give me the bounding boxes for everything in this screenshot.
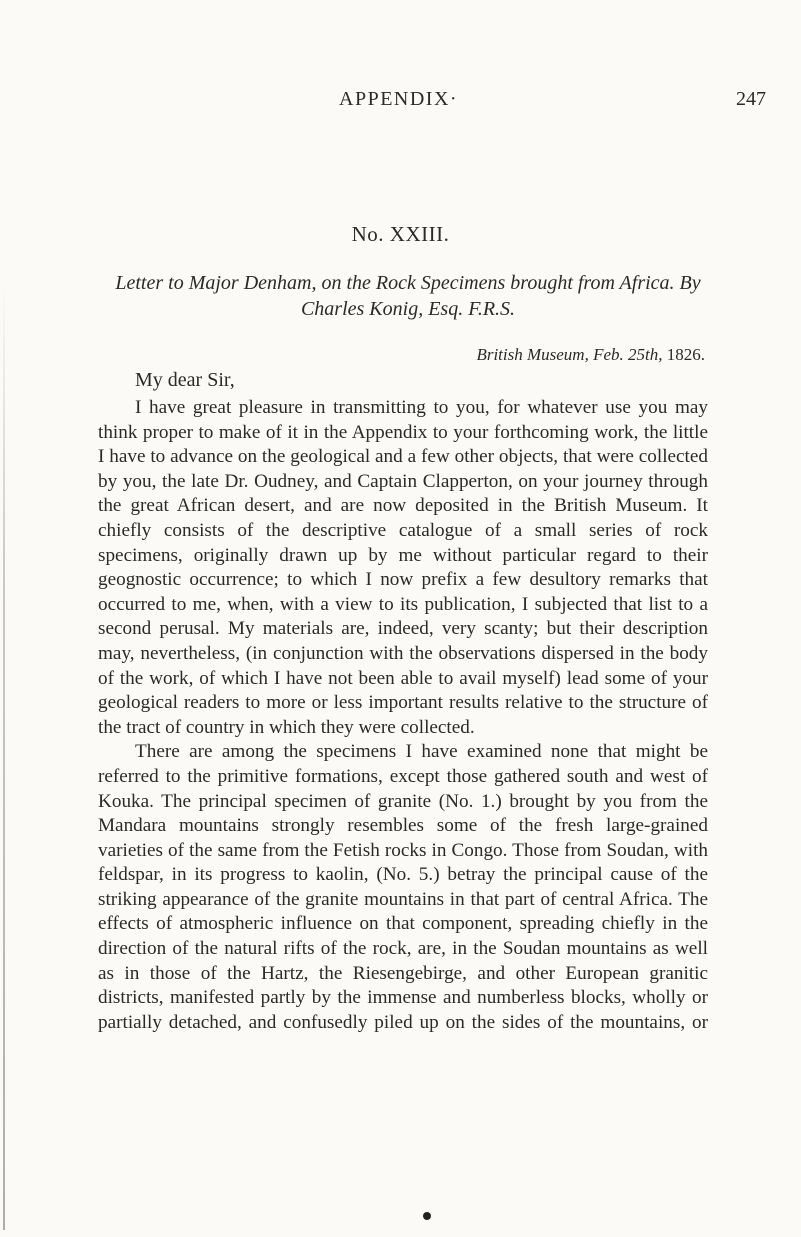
article-title-line-2: Charles Konig, Esq. F.R.S. bbox=[300, 298, 516, 320]
binding-gutter-shadow bbox=[3, 280, 5, 1230]
running-head bbox=[0, 88, 801, 118]
running-title: APPENDIX· bbox=[339, 88, 459, 110]
section-number: No. XXIII. bbox=[351, 222, 450, 246]
letter-body bbox=[98, 396, 708, 1035]
salutation: My dear Sir, bbox=[135, 369, 235, 391]
ink-spot bbox=[423, 1212, 431, 1220]
dateline bbox=[0, 345, 705, 365]
paragraph: I have great pleasure in transmitting to you, for whatever use you may think proper to make of it in the Appendix to your forthcoming work, the little I have to advance on the geological and a few other objects, that were collected by you, the late Dr. Oudney, and Captain Clapperton, on your journey through the great African desert, and are now deposited in the British Museum. It chiefly consists of the descriptive catalogue of a small series of rock specimens, originally drawn up by me without particular regard to their geognostic occurrence; to which I now prefix a few desultory remarks that occurred to me, when, with a view to its publication, I subjected that list to a second perusal. My materials are, indeed, very scanty; but their description may, nevertheless, (in conjunction with the observations dispersed in the body of the work, of which I have not been able to avail myself) lead some of your geological readers to more or less important results relative to the structure of the tract of country in which they were collected. bbox=[98, 397, 708, 738]
article-title-line-1: Letter to Major Denham, on the Rock Specimens brought from Africa. By bbox=[115, 272, 701, 294]
dateline-place-date: British Museum, Feb. 25th, bbox=[476, 345, 663, 364]
paragraph: There are among the specimens I have examined none that might be referred to the primitive formations, except those gathered south and west of Kouka. The principal specimen of granite (No. 1.) brought by you from the Mandara mountains strongly resembles some of the fresh large-grained varieties of the same from the Fetish rocks in Congo. Those from Soudan, with feldspar, in its progress to kaolin, (No. 5.) betray the principal cause of the striking appearance of the granite mountains in that part of central Africa. The effects of atmospheric influence on that component, spreading chiefly in the direction of the natural rifts of the rock, are, in the Soudan mountains as well as in those of the Hartz, the Riesengebirge, and other European granitic districts, manifested partly by the immense and numberless blocks, wholly or partially detached, and confusedly piled up on the sides of the mountains, or bbox=[98, 741, 708, 1033]
page-number: 247 bbox=[736, 88, 766, 110]
article-title bbox=[98, 270, 718, 322]
dateline-year: 1826. bbox=[666, 345, 705, 364]
